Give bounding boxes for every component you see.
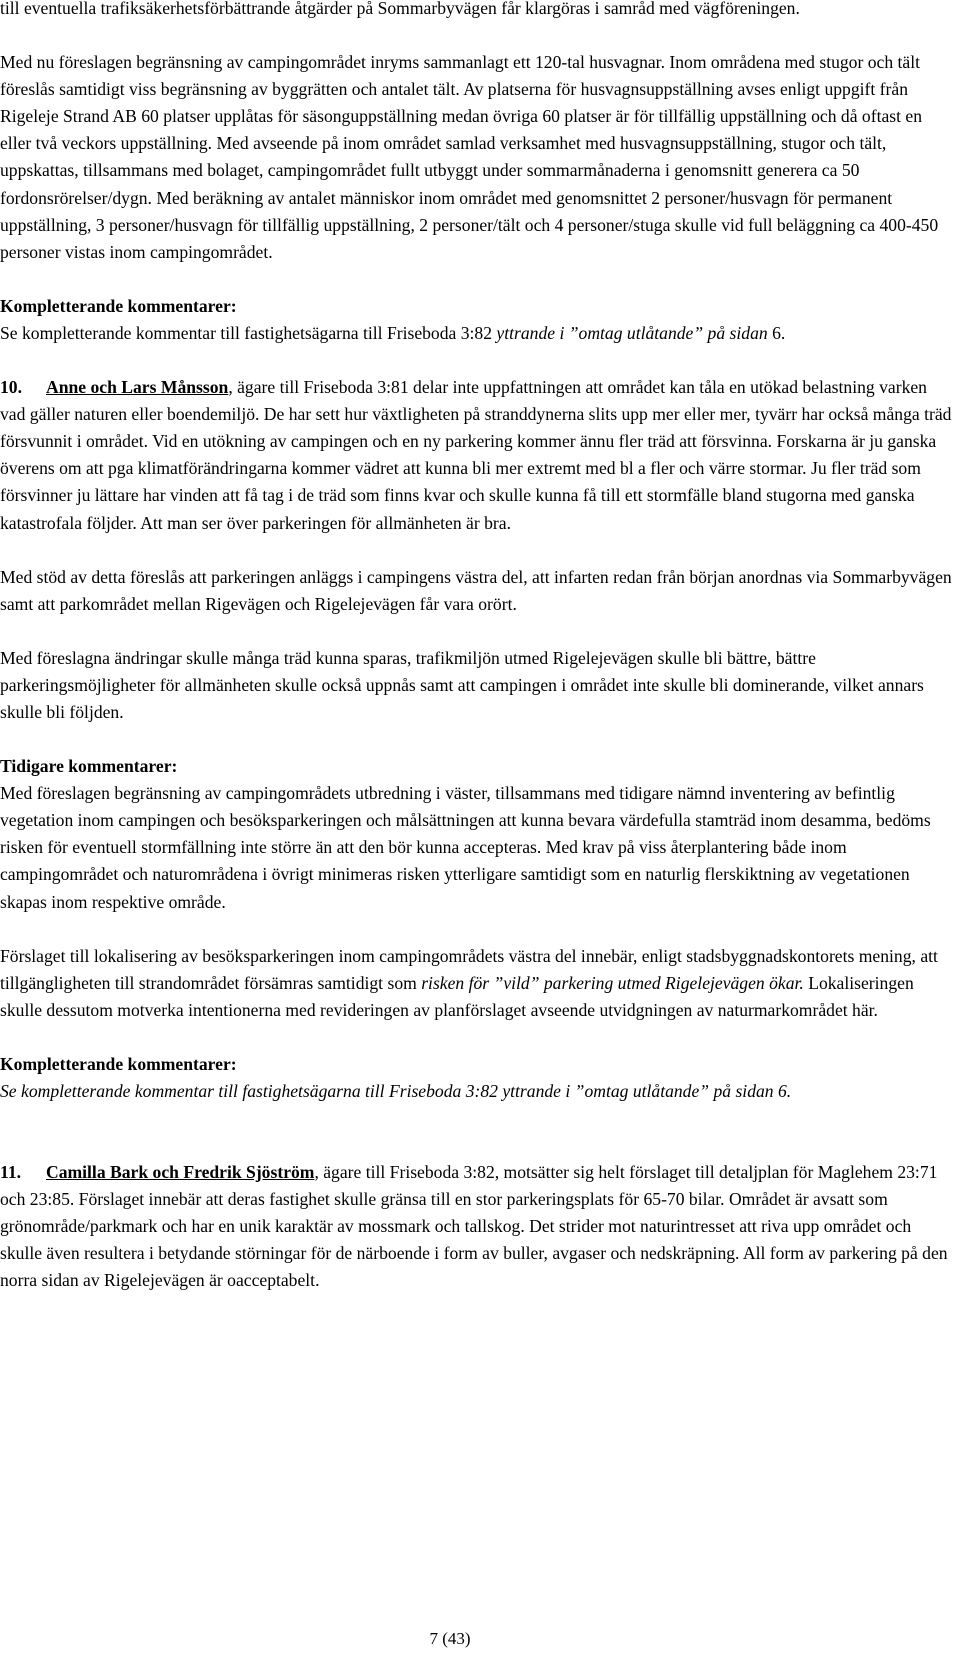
paragraph-text: Förslaget till lokalisering av besöksparkeringen inom campingområdets västra del innebär, enligt stadsbyggnadskontorets mening, att tillgängligheten till strandområdet försämras samtidigt som [0, 945, 938, 993]
numbered-entry-11 [0, 1159, 952, 1294]
numbered-entry-10 [0, 374, 952, 537]
paragraph-text: Se kompletterande kommentar till fastighetsägarna till Friseboda 3:82 [0, 322, 497, 343]
section-heading: Kompletterande kommentarer: [0, 295, 237, 316]
section-heading: Kompletterande kommentarer: [0, 1053, 237, 1074]
paragraph: Med nu föreslagen begränsning av campingområdet inryms sammanlagt ett 120-tal husvagnar. Inom områdena med stugor och tält föreslås samtidigt viss begränsning av byggrätten och antalet tält. Av platserna för husvagnsuppställning avses enligt uppgift från Rigeleje Strand AB 60 platser upplåtas för säsonguppställning medan övriga 60 platser är för tillfällig uppställning och då oftast en eller två veckors uppställning. Med avseende på inom området samlad verksamhet med husvagnsuppställning, stugor och tält, uppskattas, tillsammans med bolaget, campingområdet fullt utbyggt under sommarmånaderna i genomsnitt generera ca 50 fordonsrörelser/dygn. Med beräkning av antalet människor inom området med genomsnittet 2 personer/husvagn för permanent uppställning, 3 personer/husvagn för tillfällig uppställning, 2 personer/tält och 4 personer/stuga skulle vid full beläggning ca 400-450 personer vistas inom campingområdet. [0, 52, 939, 262]
paragraph: Med stöd av detta föreslås att parkeringen anläggs i campingens västra del, att infarten redan från början anordnas via Sommarbyvägen samt att parkområdet mellan Rigevägen och Rigelejevägen får vara orört. [0, 566, 952, 614]
paragraph-text: Lokaliseringen skulle dessutom motverka intentionerna med revideringen av planförslaget avseende utvidgningen av naturmarkområdet här. [0, 972, 914, 1020]
paragraph: till eventuella trafiksäkerhetsförbättrande åtgärder på Sommarbyvägen får klargöras i samråd med vägföreningen. [0, 0, 800, 18]
italic-text: Se kompletterande kommentar till fastighetsägarna till Friseboda 3:82 yttrande i ”omtag utlåtande” på sidan 6. [0, 1081, 792, 1101]
entry-text: , ägare till Friseboda 3:81 delar inte uppfattningen att området kan tåla en utökad belastning varken vad gäller naturen eller boendemiljö. De har sett hur växtligheten på stranddynerna slits upp mer eller mer, tyvärr har också många träd försvunnit i området. Vid en utökning av campingen och en ny parkering kommer ännu fler träd att försvinna. Forskarna är ju ganska överens om att pga klimatförändringarna kommer vädret att kunna bli mer extremt med bl a fler och värre stormar. Ju fler träd som försvinner ju lättare har vinden att få tag i de träd som finns kvar och skulle kunna få till ett stormfälle bland stugorna med ganska katastrofala följder. Att man ser över parkeringen för allmänheten är bra. [0, 377, 952, 533]
entry-name: Camilla Bark och Fredrik Sjöström [46, 1162, 315, 1183]
section-heading: Tidigare kommentarer: [0, 756, 178, 777]
entry-number: 11. [0, 1162, 22, 1183]
paragraph: Med föreslagna ändringar skulle många träd kunna sparas, trafikmiljön utmed Rigelejevägen skulle bli bättre, bättre parkeringsmöjligheter för allmänheten skulle också uppnås samt att campingen i området inte skulle bli dominerande, vilket annars skulle bli följden. [0, 647, 924, 722]
italic-text: risken för ”vild” parkering utmed Rigelejevägen ökar. [421, 972, 804, 993]
paragraph-text: 6. [767, 322, 786, 343]
paragraph: Med föreslagen begränsning av campingområdets utbredning i väster, tillsammans med tidigare nämnd inventering av befintlig vegetation inom campingen och besöksparkeringen och målsättningen att kunna bevara värdefulla stamträd inom desamma, bedöms risken för eventuell stormfällning inte större än att den bör kunna accepteras. Med krav på viss återplantering både inom campingområdet och naturområdena i övrigt minimeras risken ytterligare samtidigt som en naturlig flerskiktning av vegetationen skapas inom respektive område. [0, 783, 931, 912]
paragraph [0, 320, 952, 347]
page-number: 7 (43) [429, 1629, 471, 1648]
entry-text: , ägare till Friseboda 3:82, motsätter sig helt förslaget till detaljplan för Maglehem 23:71 och 23:85. Förslaget innebär att deras fastighet skulle gränsa till en stor parkeringsplats för 65-70 bilar. Området är avsatt som grönområde/parkmark och har en unik karaktär av mossmark och tallskog. Det strider mot naturintresset att riva upp området och skulle även resultera i betydande störningar för de närboende i form av buller, avgaser och nedskräpning. All form av parkering på den norra sidan av Rigelejevägen är oacceptabelt. [0, 1162, 948, 1291]
entry-name: Anne och Lars Månsson [46, 377, 229, 398]
italic-text: yttrande i ”omtag utlåtande” på sidan [496, 322, 768, 343]
paragraph [0, 943, 952, 1024]
entry-number: 10. [0, 377, 22, 398]
paragraph [0, 1078, 952, 1105]
